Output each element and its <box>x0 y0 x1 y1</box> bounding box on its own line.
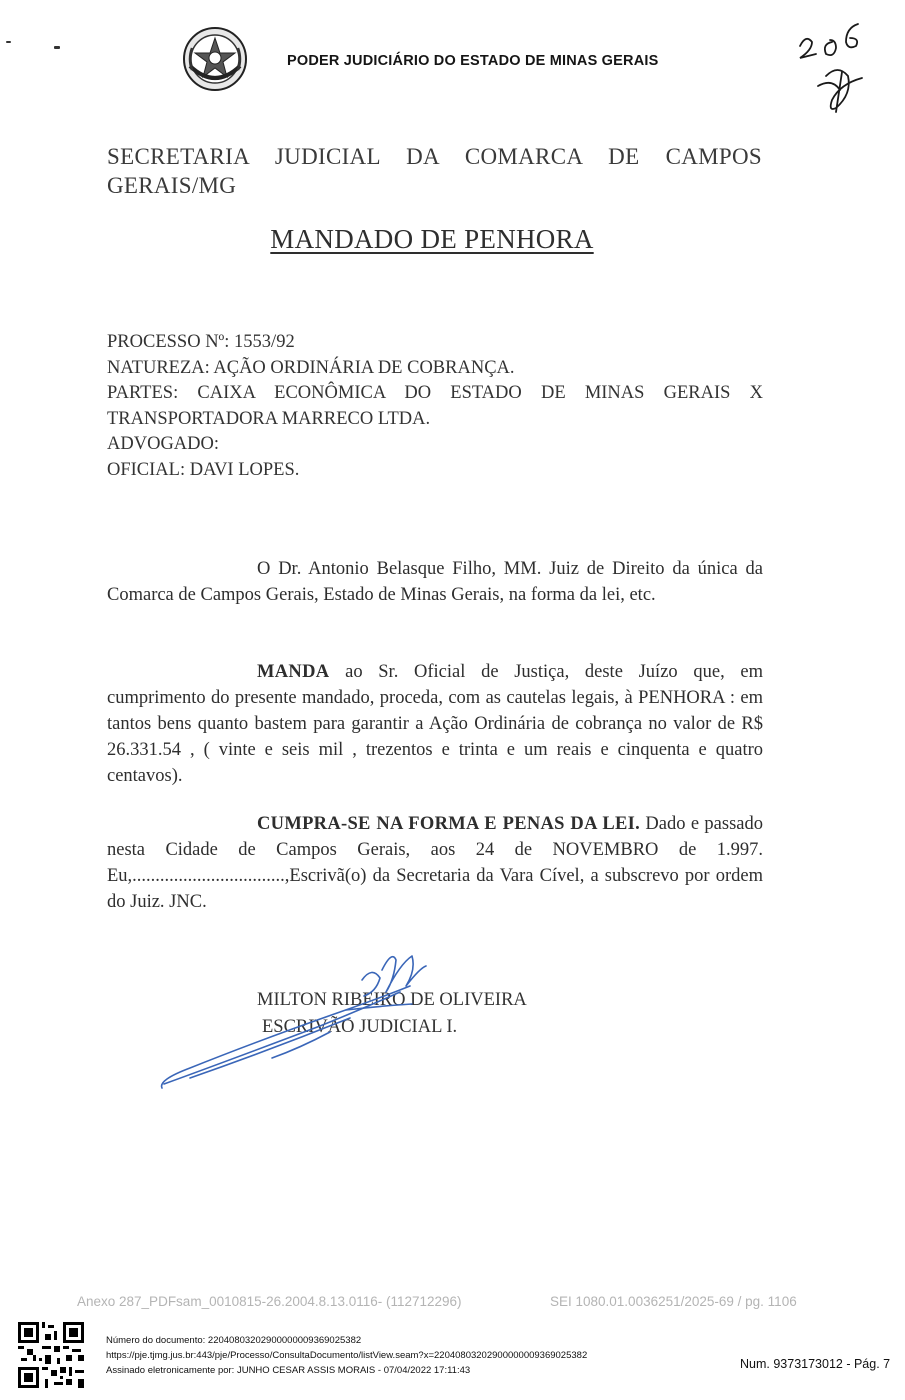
coat-of-arms-seal-icon <box>182 26 248 92</box>
document-title: MANDADO DE PENHORA <box>270 224 594 254</box>
manda-keyword: MANDA <box>257 662 330 682</box>
paragraph-manda <box>107 659 763 789</box>
signer-role: ESCRIVÃO JUDICIAL I. <box>262 1017 458 1037</box>
paragraph-cumpra-se-text: Dado e passado nesta Cidade de Campos Gerais, aos 24 de NOVEMBRO de 1.997. Eu,.................................,Escrivã(o) da Secretaria da Vara Cível, a subscrevo por ordem do Juiz. JNC. <box>107 814 763 912</box>
paragraph-judge <box>107 556 763 608</box>
footer-annex-reference: Anexo 287_PDFsam_0010815-26.2004.8.13.0116- (112712296) <box>77 1294 462 1309</box>
processo-number: PROCESSO Nº: 1553/92 <box>107 332 295 352</box>
partes-line-1: PARTES: CAIXA ECONÔMICA DO ESTADO DE MINAS GERAIS X <box>107 383 763 403</box>
footer-document-info <box>106 1333 587 1378</box>
process-metadata <box>107 330 763 483</box>
footer-url: https://pje.tjmg.jus.br:443/pje/Processo/ConsultaDocumento/listView.seam?x=22040803202900000009369025382 <box>106 1350 588 1361</box>
paragraph-judge-text: O Dr. Antonio Belasque Filho, MM. Juiz de Direito da única da Comarca de Campos Gerais, Estado de Minas Gerais, na forma da lei, etc. <box>107 559 763 605</box>
paragraph-cumpra-se <box>107 811 763 915</box>
oficial: OFICIAL: DAVI LOPES. <box>107 459 300 480</box>
footer-page-number: Num. 9373173012 - Pág. 7 <box>740 1357 891 1371</box>
handwritten-page-number <box>792 16 878 116</box>
footer-signed-by: Assinado eletronicamente por: JUNHO CESAR ASSIS MORAIS - 07/04/2022 17:11:43 <box>106 1365 471 1376</box>
footer-document-number: Número do documento: 22040803202900000009369025382 <box>106 1335 362 1346</box>
scan-speck <box>6 41 11 43</box>
secretaria-heading: SECRETARIA JUDICIAL DA COMARCA DE CAMPOS GERAIS/MG <box>107 144 762 198</box>
partes-line-2: TRANSPORTADORA MARRECO LTDA. <box>107 408 431 429</box>
natureza: NATUREZA: AÇÃO ORDINÁRIA DE COBRANÇA. <box>107 357 515 378</box>
cumpra-se-keyword: CUMPRA-SE NA FORMA E PENAS DA LEI. <box>257 814 641 834</box>
scan-speck <box>54 46 60 49</box>
qr-code-icon <box>18 1322 84 1388</box>
signer-name: MILTON RIBEIRO DE OLIVEIRA <box>257 990 527 1010</box>
advogado: ADVOGADO: <box>107 434 220 454</box>
court-header: PODER JUDICIÁRIO DO ESTADO DE MINAS GERAIS <box>287 53 659 69</box>
handwritten-signature <box>150 940 450 1100</box>
paragraph-manda-text: ao Sr. Oficial de Justiça, deste Juízo que, em cumprimento do presente mandado, proceda, com as cautelas legais, à PENHORA : em tantos bens quanto bastem para garantir a Ação Ordinária de cobrança no valor de R$ 26.331.54 , ( vinte e seis mil , trezentos e trinta e um reais e cinquenta e quatro centavos). <box>107 662 763 786</box>
footer-sei-reference: SEI 1080.01.0036251/2025-69 / pg. 1106 <box>550 1294 797 1309</box>
